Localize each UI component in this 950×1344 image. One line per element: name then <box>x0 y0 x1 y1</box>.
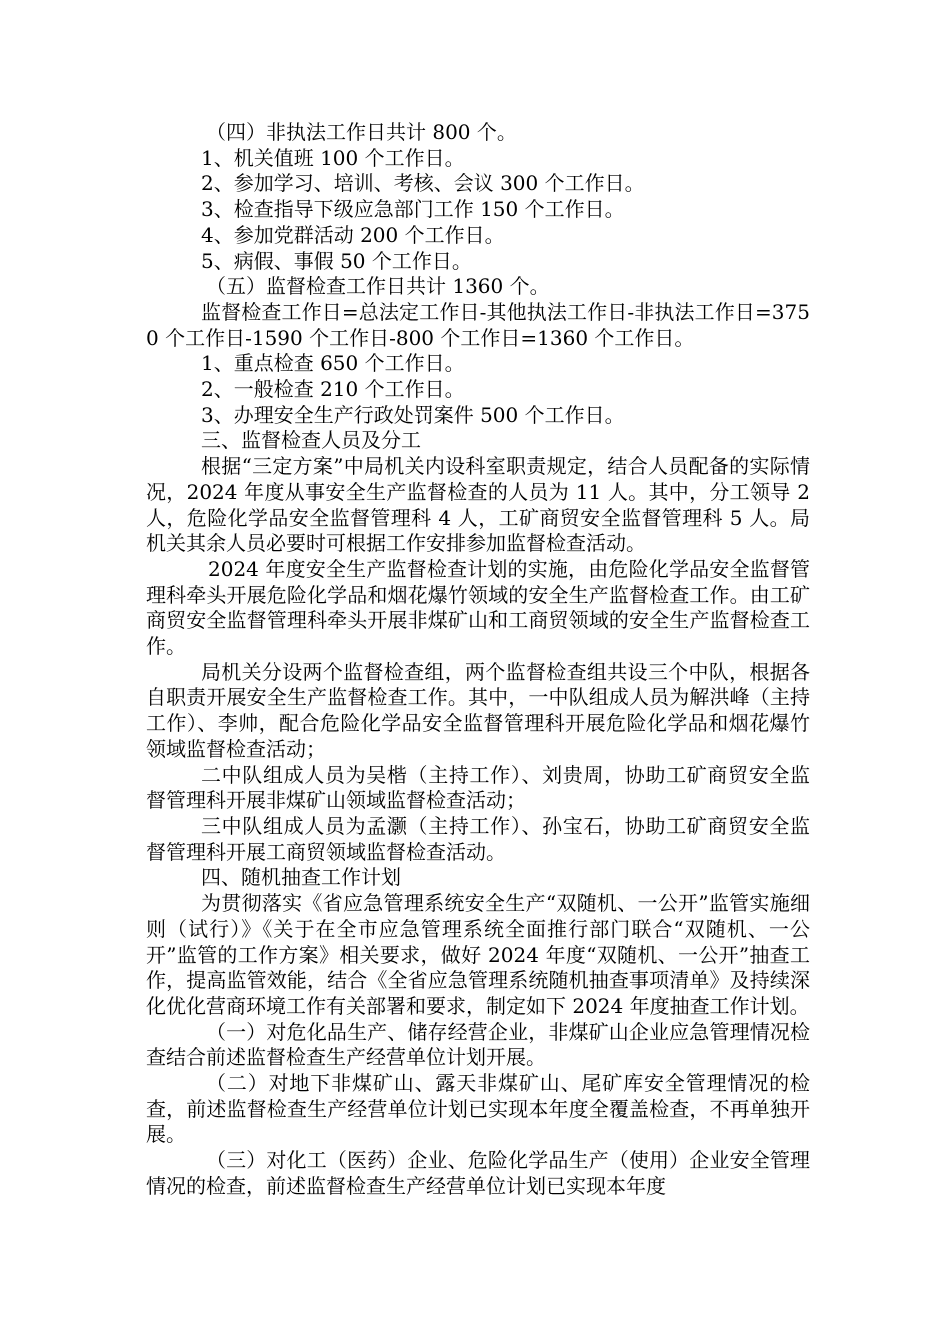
paragraph-training-days: 2、参加学习、培训、考核、会议 300 个工作日。 <box>201 171 645 196</box>
paragraph-item-one: （一）对危化品生产、储存经营企业，非煤矿山企业应急管理情况检查结合前述监督检查生产经营单位计划开展。 <box>146 1019 810 1070</box>
paragraph-guidance-days: 3、检查指导下级应急部门工作 150 个工作日。 <box>201 197 625 222</box>
paragraph-leave-days: 5、病假、事假 50 个工作日。 <box>201 248 472 273</box>
paragraph-item-three: （三）对化工（医药）企业、危险化学品生产（使用）企业安全管理情况的检查，前述监督检查生产经营单位计划已实现本年度 <box>146 1148 810 1198</box>
section-heading-random-inspection: 四、随机抽查工作计划 <box>201 865 401 890</box>
document-page <box>146 120 810 1200</box>
paragraph-penalty-cases: 3、办理安全生产行政处罚案件 500 个工作日。 <box>201 402 625 427</box>
paragraph-inspection-formula: 监督检查工作日=总法定工作日-其他执法工作日-非执法工作日=3750 个工作日-1590 个工作日-800 个工作日=1360 个工作日。 <box>146 299 810 350</box>
paragraph-key-inspection: 1、重点检查 650 个工作日。 <box>201 351 465 376</box>
paragraph-plan-implementation: 2024 年度安全生产监督检查计划的实施，由危险化学品安全监督管理科牵头开展危险化学品和烟花爆竹领域的安全生产监督检查工作。由工矿商贸安全监督管理科牵头开展非煤矿山和工商贸领域的安全生产监督检查工作。 <box>146 556 810 659</box>
paragraph-item-two: （二）对地下非煤矿山、露天非煤矿山、尾矿库安全管理情况的检查，前述监督检查生产经营单位计划已实现本年度全覆盖检查，不再单独开展。 <box>146 1071 810 1147</box>
section-heading-personnel: 三、监督检查人员及分工 <box>201 428 421 453</box>
paragraph-non-enforcement-days: （四）非执法工作日共计 800 个。 <box>206 120 517 144</box>
paragraph-general-inspection: 2、一般检查 210 个工作日。 <box>201 377 465 402</box>
paragraph-personnel-allocation: 根据“三定方案”中局机关内设科室职责规定，结合人员配备的实际情况，2024 年度从事安全生产监督检查的人员为 11 人。其中，分工领导 2 人，危险化学品安全监督管理科 4 人，工矿商贸安全监督管理科 5 人。局机关其余人员必要时可根据工作安排参加监督检查活动。 <box>146 454 810 556</box>
paragraph-inspection-days: （五）监督检查工作日共计 1360 个。 <box>206 274 550 299</box>
paragraph-third-squad: 三中队组成人员为孟灏（主持工作）、孙宝石，协助工矿商贸安全监督管理科开展工商贸领域监督检查活动。 <box>146 813 810 864</box>
paragraph-duty-days: 1、机关值班 100 个工作日。 <box>201 145 465 170</box>
paragraph-second-squad: 二中队组成人员为吴楷（主持工作）、刘贵周，协助工矿商贸安全监督管理科开展非煤矿山领域监督检查活动； <box>146 762 810 813</box>
paragraph-random-inspection-basis: 为贯彻落实《省应急管理系统安全生产“双随机、一公开”监管实施细则（试行）》《关于在全市应急管理系统全面推行部门联合“双随机、一公开”监管的工作方案》相关要求，做好 2024 年度“双随机、一公开”抽查工作，提高监管效能，结合《全省应急管理系统随机抽查事项清单》及持续深化优化营商环境工作有关部署和要求，制定如下 2024 年度抽查工作计划。 <box>146 891 810 1018</box>
paragraph-inspection-groups: 局机关分设两个监督检查组，两个监督检查组共设三个中队，根据各自职责开展安全生产监督检查工作。其中，一中队组成人员为解洪峰（主持工作）、李帅，配合危险化学品安全监督管理科开展危险化学品和烟花爆竹领域监督检查活动； <box>146 659 810 761</box>
paragraph-party-activity-days: 4、参加党群活动 200 个工作日。 <box>201 222 505 247</box>
